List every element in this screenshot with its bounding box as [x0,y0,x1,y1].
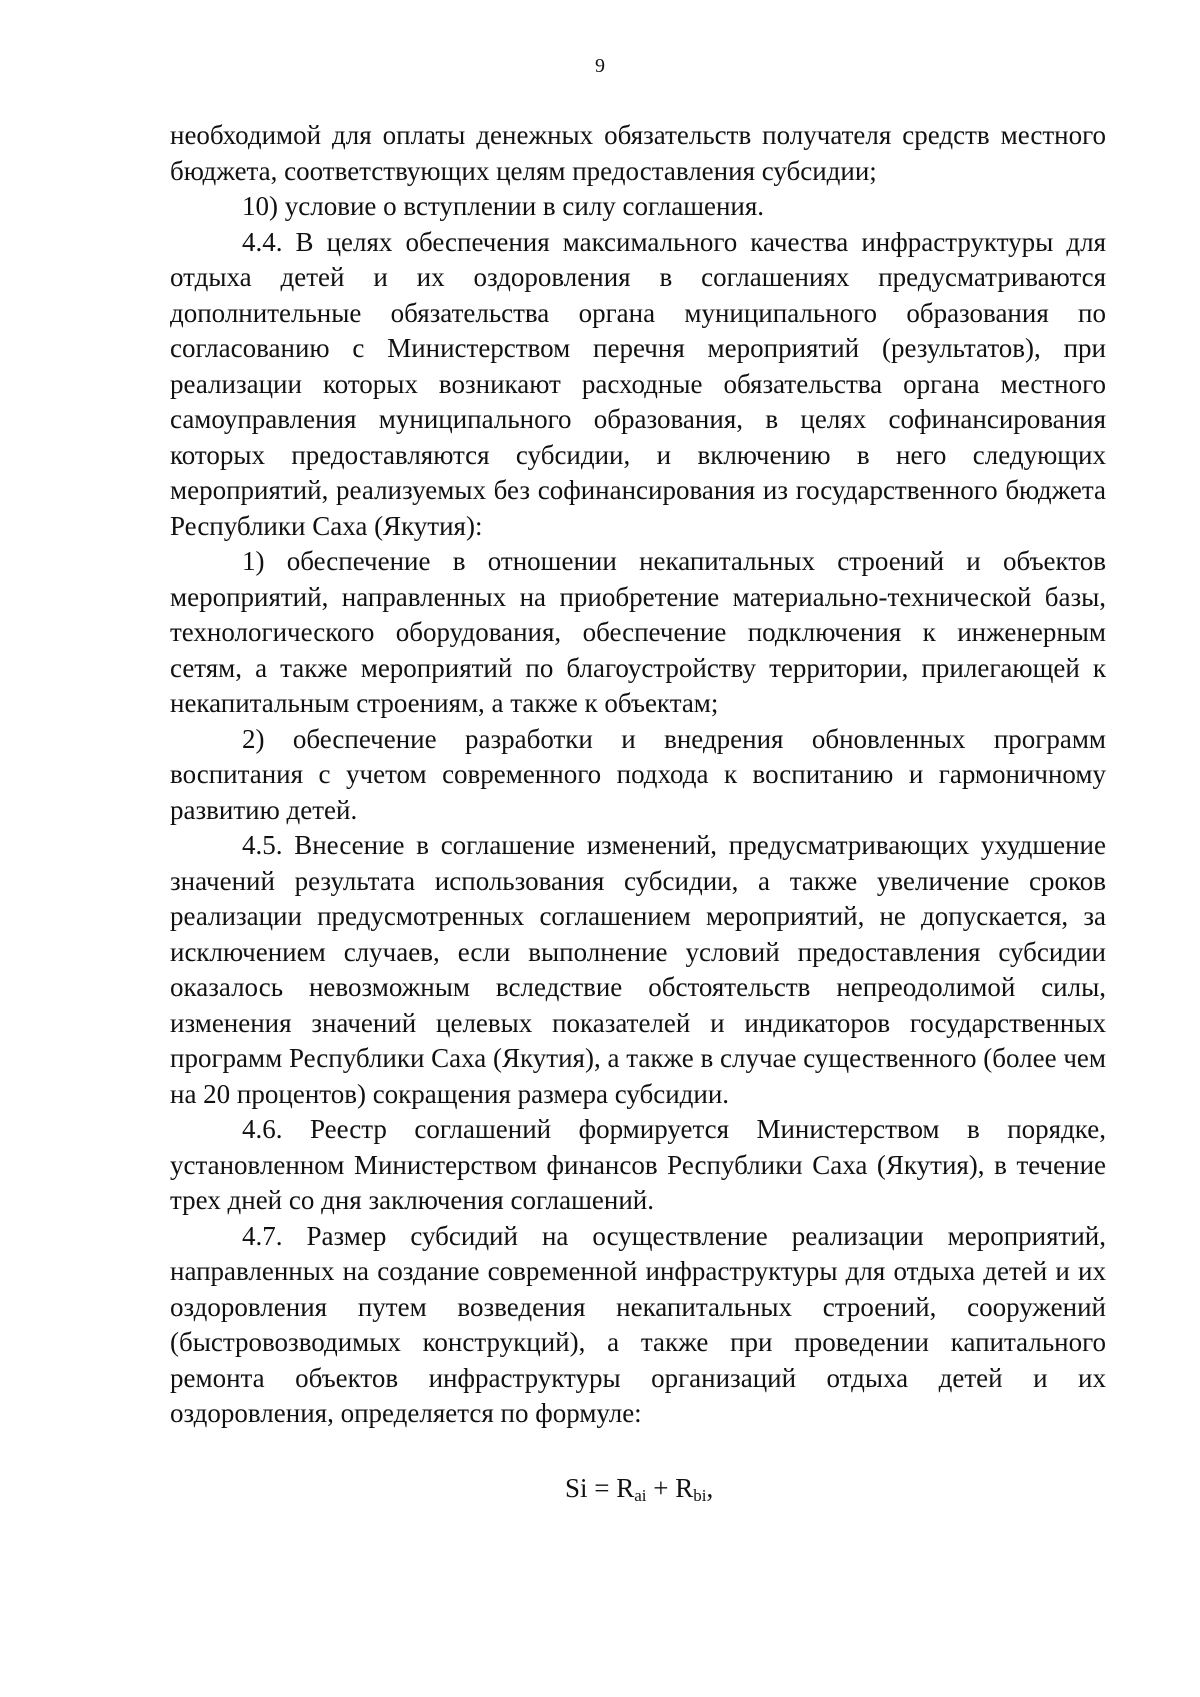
paragraph-4-7: 4.7. Размер субсидий на осуществление реализации мероприятий, направленных на создание современной инфраструктуры для отдыха детей и их оздоровления путем возведения некапитальных строений, сооружений (быстровозводимых конструкций), а также при проведении капитального ремонта объектов инфраструктуры организаций отдыха детей и их оздоровления, определяется по формуле: [170,1220,1106,1428]
list-item-10: 10) условие о вступлении в силу соглашения. [242,191,765,221]
subsidy-formula [170,1432,1106,1506]
formula-lhs: Si = R [565,1472,635,1503]
page-number: 9 [595,55,605,77]
paragraph-continuation: необходимой для оплаты денежных обязательств получателя средств местного бюджета, соответствующих целям предоставления субсидии; [170,120,1106,186]
list-item-2: 2) обеспечение разработки и внедрения обновленных программ воспитания с учетом современного подхода к воспитанию и гармоничному развитию детей. [170,723,1106,825]
list-item-1: 1) обеспечение в отношении некапитальных строений и объектов мероприятий, направленных на приобретение материально-технической базы, технологического оборудования, обеспечение подключения к инженерным сетям, а также мероприятий по благоустройству территории, прилегающей к некапитальным строениям, а также к объектам; [170,546,1106,718]
formula-subscript-a: ai [634,1485,647,1505]
paragraph-4-6: 4.6. Реестр соглашений формируется Министерством в порядке, установленном Министерством финансов Республики Саха (Якутия), в течение трех дней со дня заключения соглашений. [170,1114,1106,1215]
formula-plus: + R [646,1472,694,1503]
paragraph-4-4: 4.4. В целях обеспечения максимального качества инфраструктуры для отдыха детей и их оздоровления в соглашениях предусматриваются дополнительные обязательства органа муниципального образования по согласованию с Министерством перечня мероприятий (результатов), при реализации которых возникают расходные обязательства органа местного самоуправления муниципального образования, в целях софинансирования которых предоставляются субсидии, и включению в него следующих мероприятий, реализуемых без софинансирования из государственного бюджета Республики Саха (Якутия): [170,226,1106,541]
paragraph-4-5: 4.5. Внесение в соглашение изменений, предусматривающих ухудшение значений результата использования субсидии, а также увеличение сроков реализации предусмотренных соглашением мероприятий, не допускается, за исключением случаев, если выполнение условий предоставления субсидии оказалось невозможным вследствие обстоятельств непреодолимой силы, изменения значений целевых показателей и индикаторов государственных программ Республики Саха (Якутия), а также в случае существенного (более чем на 20 процентов) сокращения размера субсидии. [170,830,1106,1109]
formula-tail: , [706,1472,714,1503]
document-body [170,118,1106,1506]
formula-subscript-b: bi [693,1485,707,1505]
